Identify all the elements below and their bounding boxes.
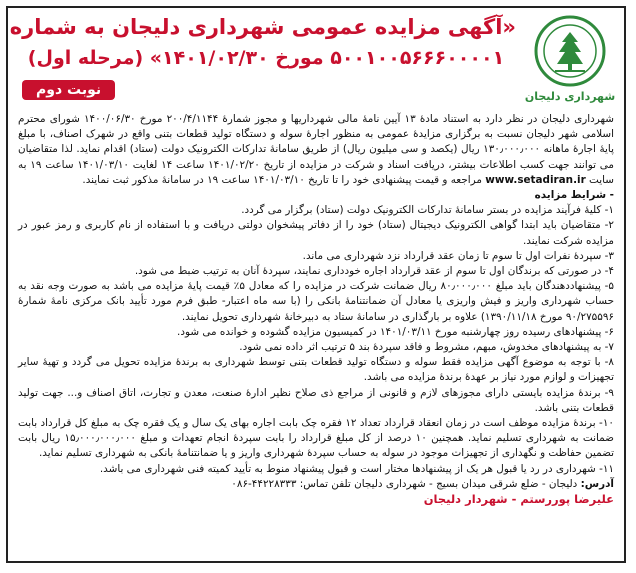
intro-text-end: مراجعه و قیمت پیشنهادی خود را تا تاریخ ۱۴۰۱/۰۳/۱۰ ساعت ۱۹ در سامانهٔ مذکور ثبت نمایند. bbox=[82, 173, 482, 186]
condition-item: ۹- برندهٔ مزایده بایستی دارای مجوزهای لازم و قانونی از مراجع ذی صلاح نظیر ادارهٔ صنعت، معدن و تجارت، اتاق اصناف و... جهت تولید قطعات بتنی باشد. bbox=[18, 386, 614, 414]
publication-round-badge: نوبت دوم bbox=[22, 80, 115, 100]
title-line-1: «آگهی مزایده عمومی شهرداری دلیجان به شماره bbox=[9, 15, 516, 39]
title-line-2: ۵۰۰۱۰۰۵۶۶۶۰۰۰۰۱ مورخ ۱۴۰۱/۰۲/۳۰» (مرحله اول) bbox=[27, 47, 505, 69]
notice-header bbox=[8, 8, 624, 112]
notice-body bbox=[8, 112, 624, 507]
logo-caption: شهرداری دلیجان bbox=[524, 90, 616, 103]
intro-text: شهرداری دلیجان در نظر دارد به استناد مادهٔ ۱۳ آیین نامهٔ مالی شهرداریها و مجوز شمارهٔ ۲۰۰/۴/۱۱۴۴ مورخ ۱۴۰۰/۰۶/۳۰ شورای محترم اسلامی شهر دلیجان نسبت به برگزاری مزایدهٔ عمومی به منظور اجارهٔ سوله و دستگاه تولید قطعات بتنی واقع در شهرک اصناف، با مبلغ پایهٔ اجارهٔ ماهانه ۱۳۰٫۰۰۰٫۰۰۰ ریال (یکصد و سی میلیون ریال) از طریق سامانهٔ تدارکات الکترونیک دولت (ستاد) اقدام نماید. لذا متقاضیان می توانند جهت کسب اطلاعات بیشتر، دریافت اسناد و شرکت در مزایده از تاریخ ۱۴۰۱/۰۲/۲۰ ساعت ۱۴ لغایت ۱۴۰۱/۰۳/۱۰ ساعت ۱۹ به سایت bbox=[18, 113, 615, 186]
address-text: دلیجان - ضلع شرقی میدان بسیج - شهرداری دلیجان تلفن تماس: ۴۴۲۲۸۳۳۳-۰۸۶ bbox=[231, 477, 578, 490]
condition-item: ۸- با توجه به موضوع آگهی مزایده فقط سوله و دستگاه تولید قطعات بتنی توسط شهرداری به برندهٔ مزایده تحویل می گردد و تهیهٔ سایر تجهیزات و لوازم مورد نیاز بر عهدهٔ برندهٔ مزایده می باشد. bbox=[18, 356, 614, 384]
address-label: آدرس: bbox=[580, 477, 614, 490]
condition-item: ۱- کلیهٔ فرآیند مزایده در بستر سامانهٔ تدارکات الکترونیک دولت (ستاد) برگزار می گردد. bbox=[241, 204, 614, 217]
condition-item: ۱۱- شهرداری در رد یا قبول هر یک از پیشنهادها مختار است و قبول پیشنهاد منوط به تأیید کمیته فنی شهرداری می باشد. bbox=[99, 462, 614, 475]
tree-icon bbox=[557, 32, 583, 64]
condition-item: ۶- پیشنهادهای رسیده روز چهارشنبه مورخ ۱۴۰۱/۰۳/۱۱ در کمیسیون مزایده گشوده و خوانده می شود. bbox=[177, 325, 614, 338]
condition-item: ۷- به پیشنهادهای مخدوش، مبهم، مشروط و فاقد سپردهٔ بند ۵ ترتیب اثر داده نمی شود. bbox=[239, 341, 614, 354]
notice-frame bbox=[6, 6, 626, 563]
conditions-list bbox=[18, 203, 614, 477]
condition-item: ۱۰- برندهٔ مزایده موظف است در زمان انعقاد قرارداد تعداد ۱۲ فقره چک بابت اجاره بهای یک سال و یک فقره چک به مبلغ کل قرارداد بابت ضمانت به شهرداری تسلیم نماید. همچنین ۱۰ درصد از کل مبلغ قرارداد را بابت سپردهٔ انجام تعهدات و مبلغ ۱۵٫۰۰۰٫۰۰۰٫۰۰۰ ریال بابت تضمین حفاظت و نگهداری از تجهیزات موجود در سوله به حساب سپردهٔ شهرداری واریز و یا ضمانتنامهٔ بانکی به شهرداری تسلیم نماید. bbox=[18, 417, 614, 460]
notice-title bbox=[9, 10, 516, 72]
intro-paragraph bbox=[18, 112, 614, 188]
setad-website-link[interactable]: www.setadiran.ir bbox=[485, 173, 586, 186]
address-line bbox=[18, 477, 614, 492]
condition-item: ۵- پیشنهاددهندگان باید مبلغ ۸۰٫۰۰۰٫۰۰۰ ریال ضمانت شرکت در مزایده را که معادل ۵٪ قیمت پایهٔ مزایده می باشد به صورت وجه نقد به حساب شهرداری واریز و فیش واریزی یا معادل آن ضمانتنامهٔ بانکی را (با سه ماه اعتبار- طبق فرم مورد تأیید بانک مرکزی نامهٔ شمارهٔ ۹۰/۲۷۵۵۹۶ مورخ ۱۳۹۰/۱۱/۱۸) علاوه بر بارگذاری در سامانهٔ ستاد به دبیرخانهٔ شهرداری تحویل نمایند. bbox=[18, 280, 614, 323]
condition-item: ۴- در صورتی که برندگان اول تا سوم از عقد قرارداد اجاره خودداری نمایند، سپردهٔ آنان به ترتیب ضبط می شود. bbox=[134, 265, 614, 278]
condition-item: ۲- متقاضیان باید ابتدا گواهی الکترونیک دیجیتال (ستاد) خود را از دفاتر پیشخوان دولتی دریافت و با استفاده از نام کاربری و رمز عبور در مزایده شرکت نمایند. bbox=[18, 219, 614, 247]
conditions-heading: - شرایط مزایده bbox=[534, 189, 614, 202]
condition-item: ۳- سپردهٔ نفرات اول تا سوم تا زمان عقد قرارداد نزد شهرداری می ماند. bbox=[302, 249, 614, 262]
municipality-seal-icon bbox=[533, 14, 607, 88]
signature: علیرضا پوررستم - شهردار دلیجان bbox=[423, 492, 614, 507]
municipality-logo bbox=[524, 14, 616, 103]
